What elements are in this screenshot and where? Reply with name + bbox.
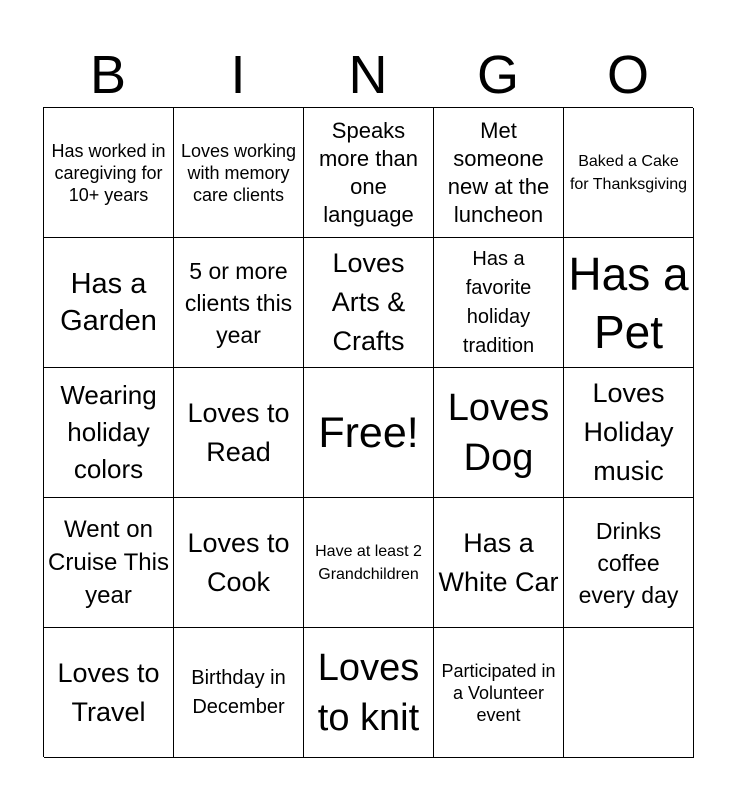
cell-text: Has a favorite holiday tradition — [462, 247, 535, 357]
bingo-cell-r4-c1[interactable] — [44, 498, 174, 628]
cell-text: Loves to knit — [317, 646, 420, 739]
bingo-cell-r5-c2[interactable] — [174, 628, 304, 758]
cell-text: Went on Cruise This year — [48, 516, 169, 609]
bingo-cell-r2-c3[interactable] — [304, 238, 434, 368]
bingo-cell-r5-c3[interactable] — [304, 628, 434, 758]
bingo-cell-r5-c1[interactable] — [44, 628, 174, 758]
bingo-cell-r4-c3[interactable] — [304, 498, 434, 628]
cell-text: Wearing holiday colors — [60, 380, 157, 484]
bingo-cell-r1-c5[interactable] — [564, 108, 694, 238]
header-letter-g: G — [476, 45, 519, 105]
cell-text: Drinks coffee every day — [578, 517, 679, 608]
cell-text: Participated in a Volunteer event — [441, 660, 556, 725]
bingo-cell-r2-c2[interactable] — [174, 238, 304, 368]
bingo-grid — [43, 107, 693, 757]
bingo-cell-r1-c2[interactable] — [174, 108, 304, 238]
cell-text: 5 or more clients this year — [184, 257, 293, 348]
free-space: Free! — [318, 408, 419, 457]
bingo-cell-r4-c5[interactable] — [564, 498, 694, 628]
header-letter-i: I — [230, 45, 246, 105]
cell-text: Has a White Car — [438, 527, 559, 597]
bingo-cell-r1-c3[interactable] — [304, 108, 434, 238]
bingo-cell-r3-c1[interactable] — [44, 368, 174, 498]
cell-text: Have at least 2 Grandchildren — [315, 542, 422, 583]
cell-text: Loves to Travel — [57, 657, 160, 727]
cell-text: Loves Dog — [447, 386, 550, 479]
cell-text: Loves working with memory care clients — [180, 140, 297, 205]
bingo-cell-r3-c3[interactable] — [304, 368, 434, 498]
header-letter-o: O — [606, 45, 649, 105]
cell-text: Loves to Cook — [187, 527, 290, 597]
bingo-cell-r5-c5[interactable] — [564, 628, 694, 758]
cell-text: Met someone new at the luncheon — [447, 117, 550, 227]
bingo-cell-r2-c4[interactable] — [434, 238, 564, 368]
header-letter-n: N — [348, 45, 388, 105]
cell-text: Birthday in December — [191, 666, 286, 718]
cell-text: Has a Garden — [60, 267, 157, 337]
cell-text: Speaks more than one language — [318, 117, 419, 227]
bingo-cell-r1-c1[interactable] — [44, 108, 174, 238]
bingo-cell-r4-c2[interactable] — [174, 498, 304, 628]
cell-text: Loves Arts & Crafts — [331, 248, 406, 356]
bingo-cell-r5-c4[interactable] — [434, 628, 564, 758]
cell-text: Baked a Cake for Thanksgiving — [569, 152, 688, 193]
cell-text: Loves to Read — [187, 397, 290, 467]
bingo-cell-r2-c1[interactable] — [44, 238, 174, 368]
cell-text: Loves Holiday music — [583, 378, 674, 486]
bingo-cell-r3-c5[interactable] — [564, 368, 694, 498]
bingo-header — [43, 44, 693, 106]
bingo-cell-r1-c4[interactable] — [434, 108, 564, 238]
header-letter-b: B — [89, 45, 127, 105]
bingo-cell-r3-c4[interactable] — [434, 368, 564, 498]
cell-text: Has a Pet — [568, 247, 689, 358]
bingo-cell-r3-c2[interactable] — [174, 368, 304, 498]
bingo-cell-r4-c4[interactable] — [434, 498, 564, 628]
bingo-cell-r2-c5[interactable] — [564, 238, 694, 368]
cell-text: Has worked in caregiving for 10+ years — [51, 140, 166, 205]
